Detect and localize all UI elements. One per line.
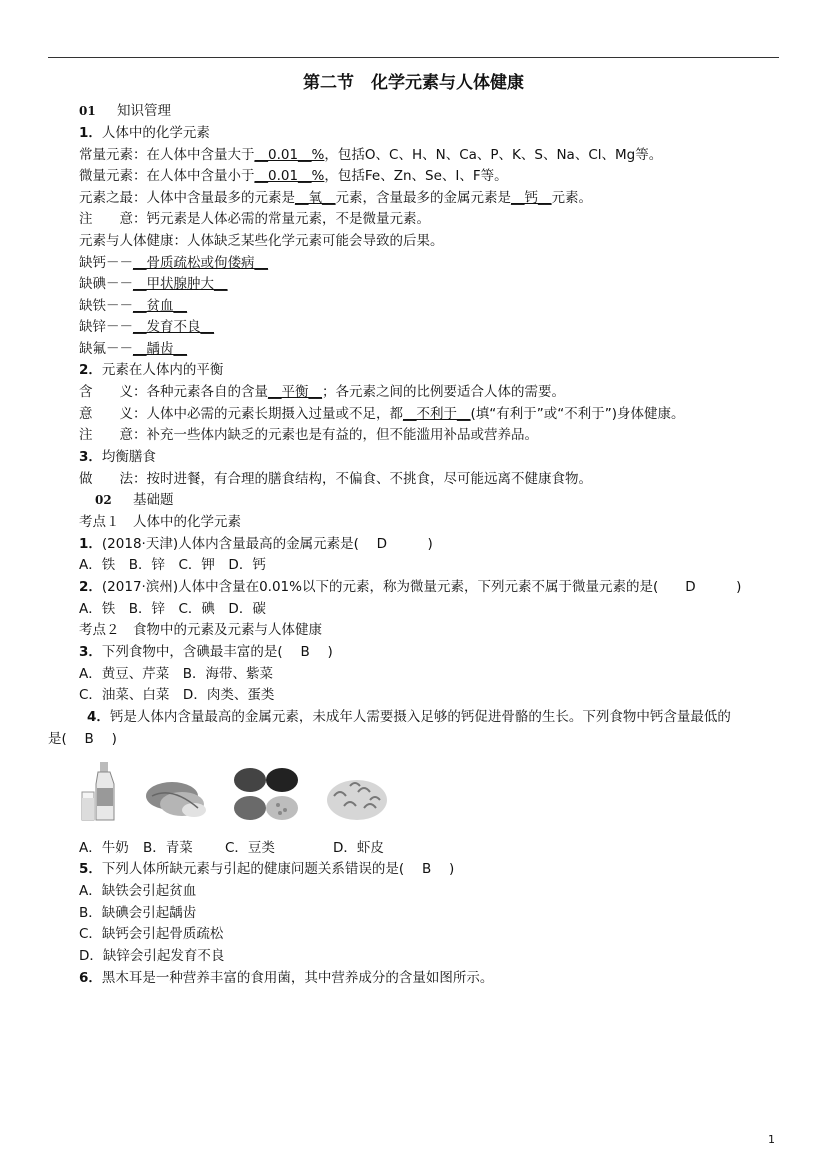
line-zhizui: 元素之最：人体中含量最多的元素是__氧__元素，含量最多的金属元素是__钙__元素。 bbox=[79, 190, 592, 206]
question-4-options: A．牛奶 B．青菜 C．豆类 D．虾皮 bbox=[79, 840, 384, 856]
line-weiliang: 微量元素：在人体中含量小于__0.01__%，包括Fe、Zn、Se、I、F等。 bbox=[79, 168, 508, 184]
page-title: 第二节 化学元素与人体健康 bbox=[303, 73, 524, 93]
dried-shrimp-picture bbox=[324, 772, 390, 824]
question-2-options: A．铁 B．锌 C．碘 D．碳 bbox=[79, 601, 266, 617]
deficit-item: 缺碘－－__甲状腺肿大__ bbox=[79, 276, 228, 292]
question-5-option: D．缺锌会引起发育不良 bbox=[79, 948, 225, 964]
deficit-item: 缺铁－－__贫血__ bbox=[79, 298, 187, 314]
question-3-options-a: A．黄豆、芹菜 B．海带、紫菜 bbox=[79, 666, 273, 682]
answer-blank: __0.01__% bbox=[254, 147, 325, 163]
line-hanyi: 含 义：各种元素各自的含量__平衡__；各元素之间的比例要适合人体的需要。 bbox=[79, 384, 565, 400]
answer-blank: __0.01__% bbox=[254, 168, 325, 184]
kaodian-1: 考点１ 人体中的化学元素 bbox=[79, 514, 241, 530]
answer-blank: __钙__ bbox=[511, 190, 552, 206]
question-6: 6．黑木耳是一种营养丰富的食用菌，其中营养成分的含量如图所示。 bbox=[79, 970, 494, 986]
line-zuofa: 做 法：按时进餐，有合理的膳食结构，不偏食、不挑食，尽可能远离不健康食物。 bbox=[79, 471, 592, 487]
food-pictures bbox=[80, 758, 400, 838]
section-label: 知识管理 bbox=[117, 103, 171, 119]
question-5: 5．下列人体所缺元素与引起的健康问题关系错误的是( B ) bbox=[79, 861, 455, 877]
question-3: 3．下列食物中，含碘最丰富的是( B ) bbox=[79, 644, 333, 660]
line-element-health: 元素与人体健康：人体缺乏某些化学元素可能会导致的后果。 bbox=[79, 233, 444, 249]
page-number: 1 bbox=[768, 1133, 775, 1146]
line-changliang: 常量元素：在人体中含量大于__0.01__%，包括O、C、H、N、Ca、P、K、S、Na、Cl、Mg等。 bbox=[79, 147, 663, 163]
answer-blank: __不利于__ bbox=[403, 406, 471, 422]
section-label: 基础题 bbox=[133, 492, 174, 508]
line-note-1: 注 意：钙元素是人体必需的常量元素，不是微量元素。 bbox=[79, 211, 430, 227]
question-4-cont: 是( B ) bbox=[48, 731, 117, 747]
heading-3: 3．均衡膳食 bbox=[79, 449, 156, 465]
section-01 bbox=[79, 101, 171, 121]
header-rule bbox=[48, 57, 779, 58]
answer-blank: __平衡__ bbox=[268, 384, 322, 400]
line-yiyi: 意 义：人体中必需的元素长期摄入过量或不足，都__不利于__(填“有利于”或“不利于”)身体健康。 bbox=[79, 406, 685, 422]
heading-1: 1．人体中的化学元素 bbox=[79, 125, 210, 141]
question-2: 2．(2017·滨州)人体中含量在0.01%以下的元素，称为微量元素，下列元素不属于微量元素的是( D ) bbox=[79, 579, 742, 595]
question-5-option: C．缺钙会引起骨质疏松 bbox=[79, 926, 224, 942]
deficit-item: 缺锌－－__发育不良__ bbox=[79, 319, 214, 335]
section-number: 01 bbox=[79, 104, 96, 118]
question-1-options: A．铁 B．锌 C．钾 D．钙 bbox=[79, 557, 266, 573]
beans-picture bbox=[228, 760, 306, 832]
heading-2: 2．元素在人体内的平衡 bbox=[79, 362, 224, 378]
section-number: 02 bbox=[95, 493, 112, 507]
milk-picture bbox=[80, 758, 120, 822]
answer-blank: __氧__ bbox=[295, 190, 336, 206]
deficit-item: 缺钙－－__骨质疏松或佝偻病__ bbox=[79, 255, 268, 271]
deficit-item: 缺氟－－__龋齿__ bbox=[79, 341, 187, 357]
section-02 bbox=[95, 490, 174, 510]
kaodian-2: 考点２ 食物中的元素及元素与人体健康 bbox=[79, 622, 322, 638]
question-3-options-b: C．油菜、白菜 D．肉类、蛋类 bbox=[79, 687, 275, 703]
line-note-2: 注 意：补充一些体内缺乏的元素也是有益的，但不能滥用补品或营养品。 bbox=[79, 427, 538, 443]
question-1: 1．(2018·天津)人体内含量最高的金属元素是( D ) bbox=[79, 536, 433, 552]
question-5-option: A．缺铁会引起贫血 bbox=[79, 883, 197, 899]
question-4: 4．钙是人体内含量最高的金属元素，未成年人需要摄入足够的钙促进骨骼的生长。下列食物中钙含量最低的 bbox=[87, 709, 731, 725]
question-5-option: B．缺碘会引起龋齿 bbox=[79, 905, 197, 921]
vegetable-picture bbox=[142, 776, 208, 820]
